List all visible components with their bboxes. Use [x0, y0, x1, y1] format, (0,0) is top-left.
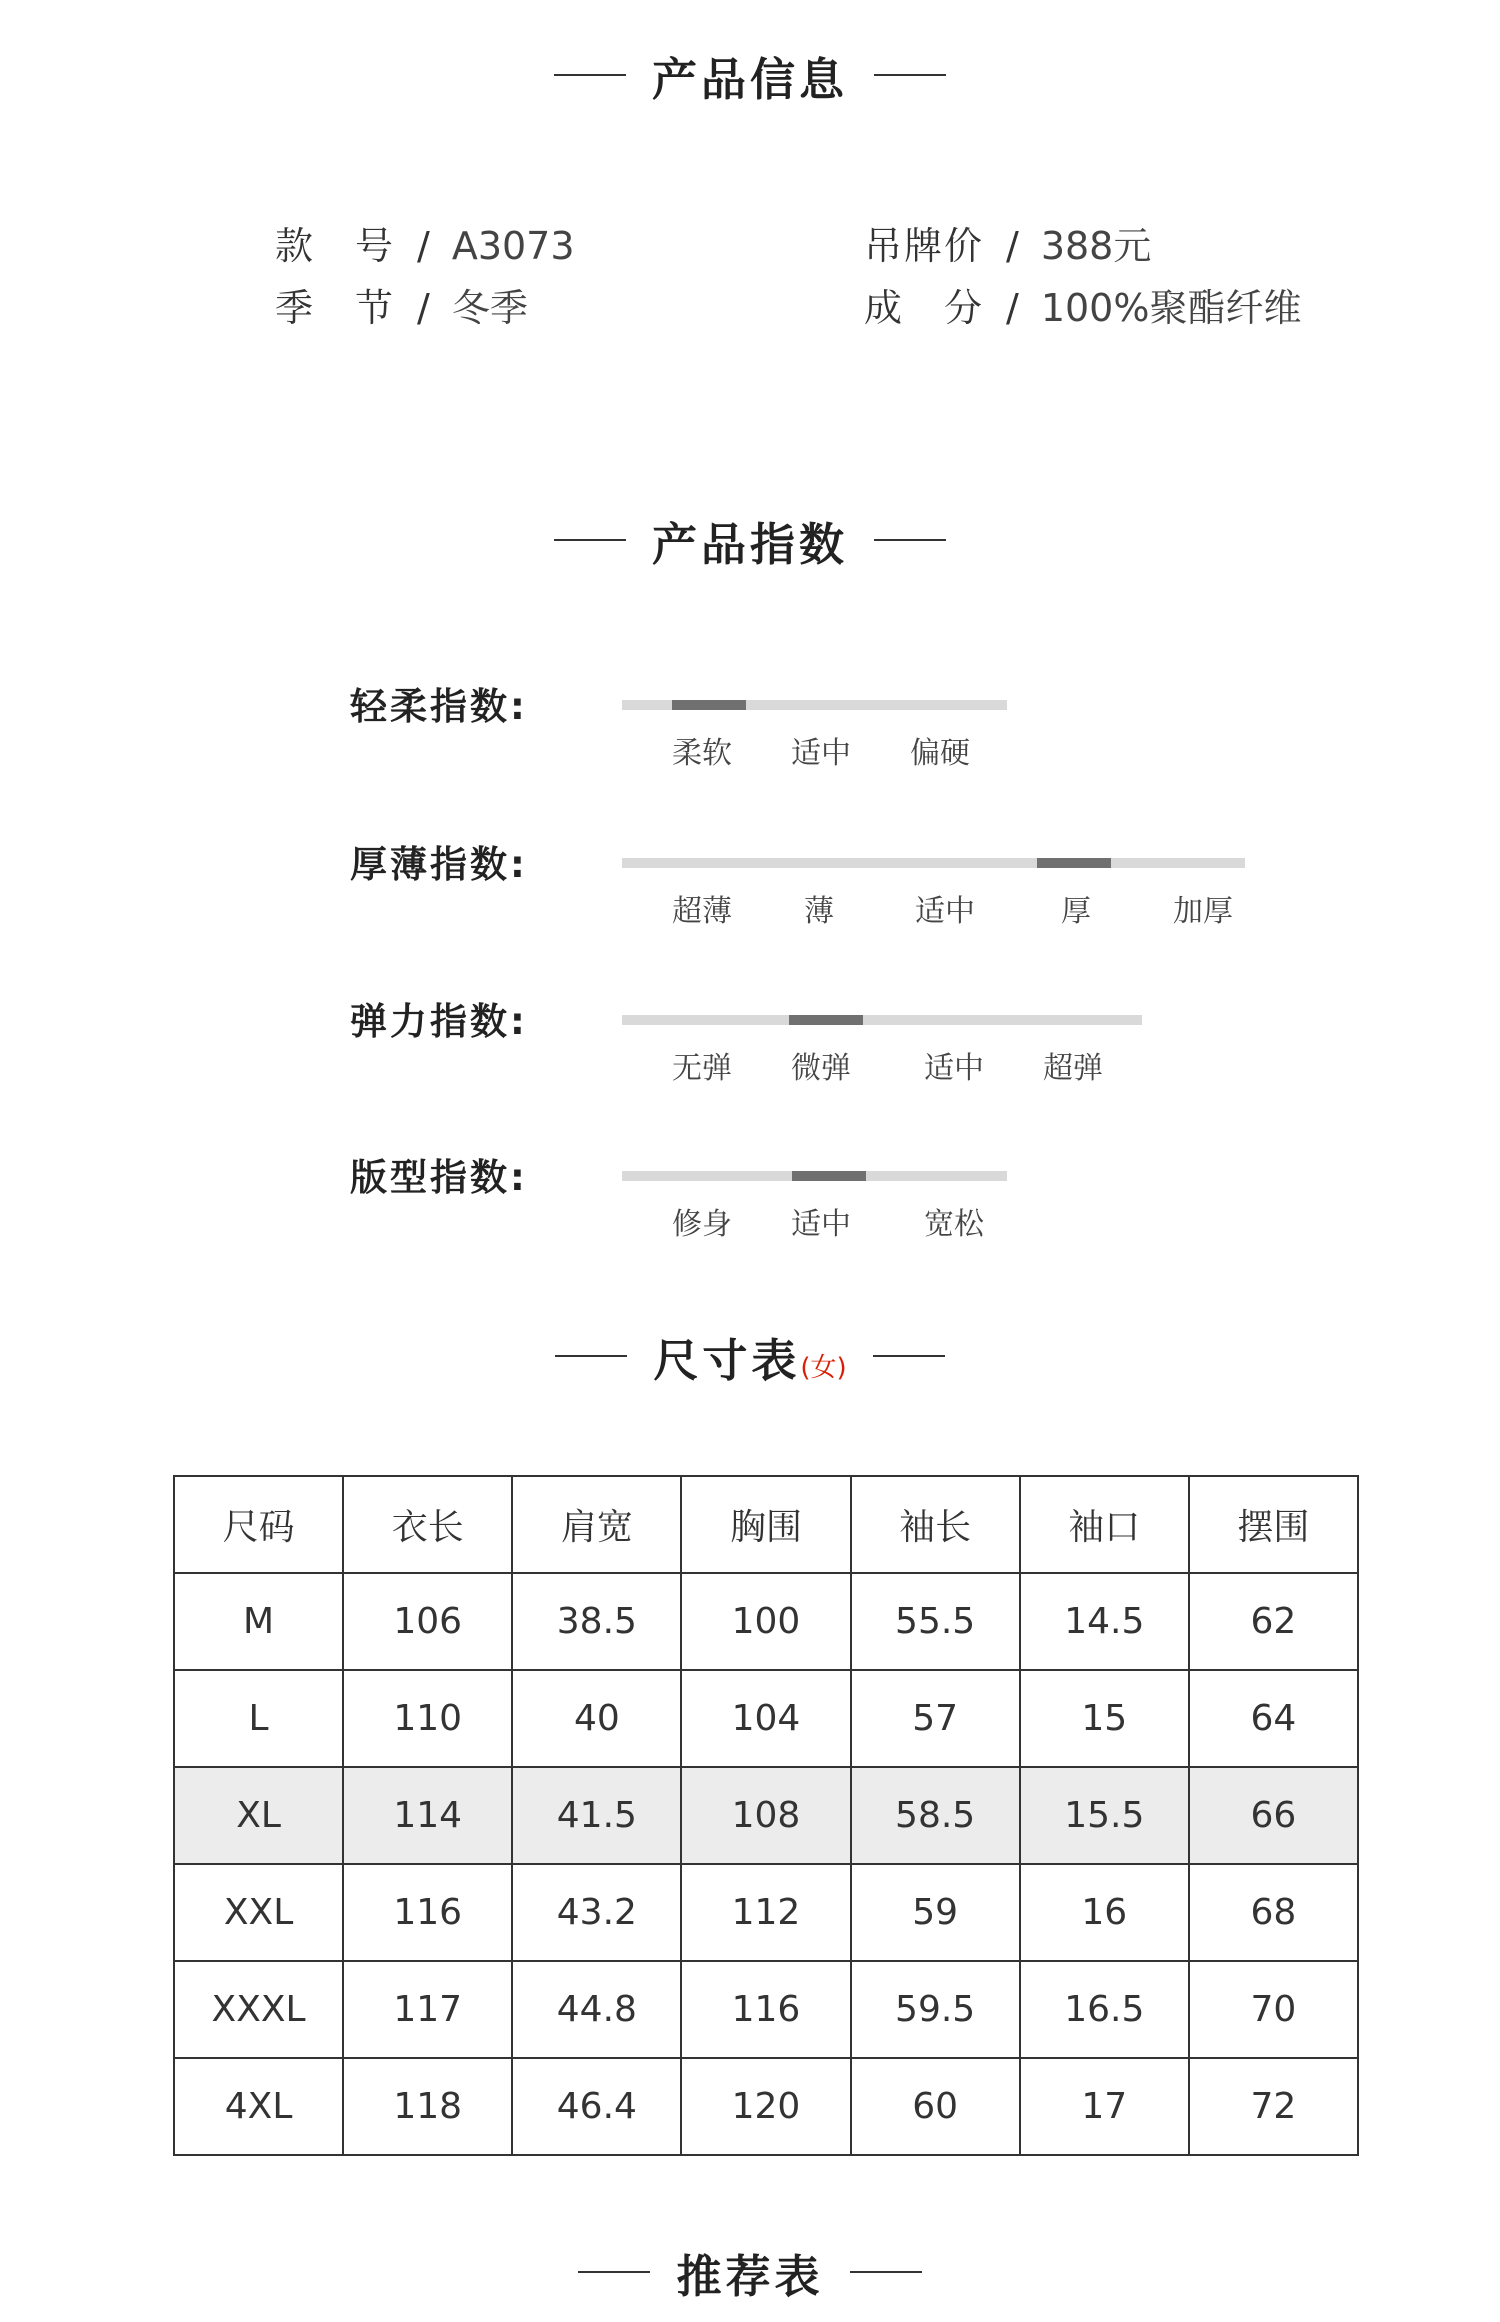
measurement-cell: 117 [343, 1961, 512, 2058]
size-cell: 4XL [174, 2058, 343, 2155]
info-label: 款 号 [275, 224, 396, 268]
info-value: 100%聚酯纤维 [1040, 286, 1302, 330]
measurement-cell: 116 [343, 1864, 512, 1961]
measurement-cell: 110 [343, 1670, 512, 1767]
measurement-cell: 15 [1020, 1670, 1189, 1767]
measurement-cell: 116 [681, 1961, 850, 2058]
measurement-cell: 17 [1020, 2058, 1189, 2155]
measurement-cell: 72 [1189, 2058, 1358, 2155]
size-chart-title-text: 尺寸表 [653, 1333, 801, 1387]
info-separator: / [1006, 286, 1019, 330]
measurement-cell: 60 [851, 2058, 1020, 2155]
info-value: 冬季 [451, 286, 528, 330]
measurement-cell: 68 [1189, 1864, 1358, 1961]
product-info-title: 产品信息 [651, 52, 848, 106]
measurement-cell: 46.4 [512, 2058, 681, 2155]
product-index-title: 产品指数 [651, 517, 848, 571]
index-option: 厚 [1061, 894, 1091, 929]
index-option: 超薄 [672, 894, 732, 929]
measurement-cell: 16.5 [1020, 1961, 1189, 2058]
index-option: 微弹 [791, 1051, 851, 1086]
measurement-cell: 59 [851, 1864, 1020, 1961]
table-row [174, 1573, 1358, 1670]
measurement-cell: 14.5 [1020, 1573, 1189, 1670]
index-selected-marker [789, 1015, 863, 1025]
size-chart-gender-tag: (女) [800, 1352, 847, 1383]
size-chart-title [653, 1324, 846, 1389]
measurement-cell: 40 [512, 1670, 681, 1767]
table-row [174, 1670, 1358, 1767]
index-option: 宽松 [924, 1207, 984, 1242]
index-selected-marker [792, 1171, 866, 1181]
table-row [174, 1961, 1358, 2058]
index-option: 适中 [791, 1207, 851, 1242]
info-composition [864, 283, 1301, 333]
size-chart-heading [0, 1316, 1500, 1396]
index-scale-bar [622, 700, 1007, 710]
index-option: 适中 [791, 736, 851, 771]
table-row [174, 1767, 1358, 1864]
table-row [174, 1864, 1358, 1961]
measurement-cell: 58.5 [851, 1767, 1020, 1864]
index-thickness [0, 834, 1500, 944]
index-option: 柔软 [672, 736, 732, 771]
index-label: 厚薄指数: [350, 843, 528, 886]
index-scale-bar [622, 1171, 1007, 1181]
index-option: 薄 [804, 894, 834, 929]
measurement-cell: 118 [343, 2058, 512, 2155]
measurement-cell: 44.8 [512, 1961, 681, 2058]
table-header-cell: 袖口 [1020, 1476, 1189, 1573]
heading-rule-right [850, 2271, 922, 2273]
recommend-heading [0, 2232, 1500, 2312]
index-option: 超弹 [1043, 1051, 1103, 1086]
measurement-cell: 112 [681, 1864, 850, 1961]
index-elasticity [0, 991, 1500, 1101]
product-index-heading [0, 500, 1500, 580]
measurement-cell: 66 [1189, 1767, 1358, 1864]
table-header-row [174, 1476, 1358, 1573]
heading-rule-right [874, 74, 946, 76]
index-selected-marker [1037, 858, 1111, 868]
index-option: 适中 [924, 1051, 984, 1086]
size-cell: XXL [174, 1864, 343, 1961]
size-cell: L [174, 1670, 343, 1767]
table-header-cell: 衣长 [343, 1476, 512, 1573]
size-cell: XL [174, 1767, 343, 1864]
index-scale-bar [622, 858, 1245, 868]
info-separator: / [417, 286, 430, 330]
recommend-title: 推荐表 [676, 2249, 824, 2303]
info-season [275, 283, 528, 333]
measurement-cell: 64 [1189, 1670, 1358, 1767]
table-header-cell: 袖长 [851, 1476, 1020, 1573]
info-separator: / [1006, 224, 1019, 268]
size-cell: XXXL [174, 1961, 343, 2058]
index-label: 弹力指数: [350, 1000, 528, 1043]
measurement-cell: 104 [681, 1670, 850, 1767]
size-table [173, 1475, 1359, 2156]
table-header-cell: 胸围 [681, 1476, 850, 1573]
index-selected-marker [672, 700, 746, 710]
measurement-cell: 43.2 [512, 1864, 681, 1961]
measurement-cell: 114 [343, 1767, 512, 1864]
info-tag-price [864, 221, 1151, 271]
measurement-cell: 120 [681, 2058, 850, 2155]
measurement-cell: 15.5 [1020, 1767, 1189, 1864]
heading-rule-right [874, 539, 946, 541]
measurement-cell: 59.5 [851, 1961, 1020, 2058]
heading-rule-left [554, 539, 626, 541]
info-label: 吊牌价 [864, 224, 985, 268]
heading-rule-left [578, 2271, 650, 2273]
table-header-cell: 肩宽 [512, 1476, 681, 1573]
index-option: 修身 [672, 1207, 732, 1242]
index-option: 加厚 [1173, 894, 1233, 929]
info-value: A3073 [451, 224, 575, 268]
index-option: 偏硬 [910, 736, 970, 771]
info-label: 成 分 [864, 286, 985, 330]
measurement-cell: 38.5 [512, 1573, 681, 1670]
info-separator: / [417, 224, 430, 268]
measurement-cell: 106 [343, 1573, 512, 1670]
index-option: 适中 [915, 894, 975, 929]
table-header-cell: 摆围 [1189, 1476, 1358, 1573]
measurement-cell: 55.5 [851, 1573, 1020, 1670]
index-fit [0, 1147, 1500, 1257]
measurement-cell: 70 [1189, 1961, 1358, 2058]
measurement-cell: 41.5 [512, 1767, 681, 1864]
measurement-cell: 100 [681, 1573, 850, 1670]
info-value: 388元 [1040, 224, 1152, 268]
measurement-cell: 57 [851, 1670, 1020, 1767]
table-row [174, 2058, 1358, 2155]
product-info-heading [0, 35, 1500, 115]
heading-rule-left [554, 74, 626, 76]
index-label: 版型指数: [350, 1156, 528, 1199]
table-header-cell: 尺码 [174, 1476, 343, 1573]
measurement-cell: 108 [681, 1767, 850, 1864]
heading-rule-right [873, 1355, 945, 1357]
index-scale-bar [622, 1015, 1142, 1025]
index-label: 轻柔指数: [350, 685, 528, 728]
heading-rule-left [555, 1355, 627, 1357]
measurement-cell: 16 [1020, 1864, 1189, 1961]
measurement-cell: 62 [1189, 1573, 1358, 1670]
size-cell: M [174, 1573, 343, 1670]
index-option: 无弹 [672, 1051, 732, 1086]
index-softness [0, 676, 1500, 786]
info-style-number [275, 221, 575, 271]
info-label: 季 节 [275, 286, 396, 330]
